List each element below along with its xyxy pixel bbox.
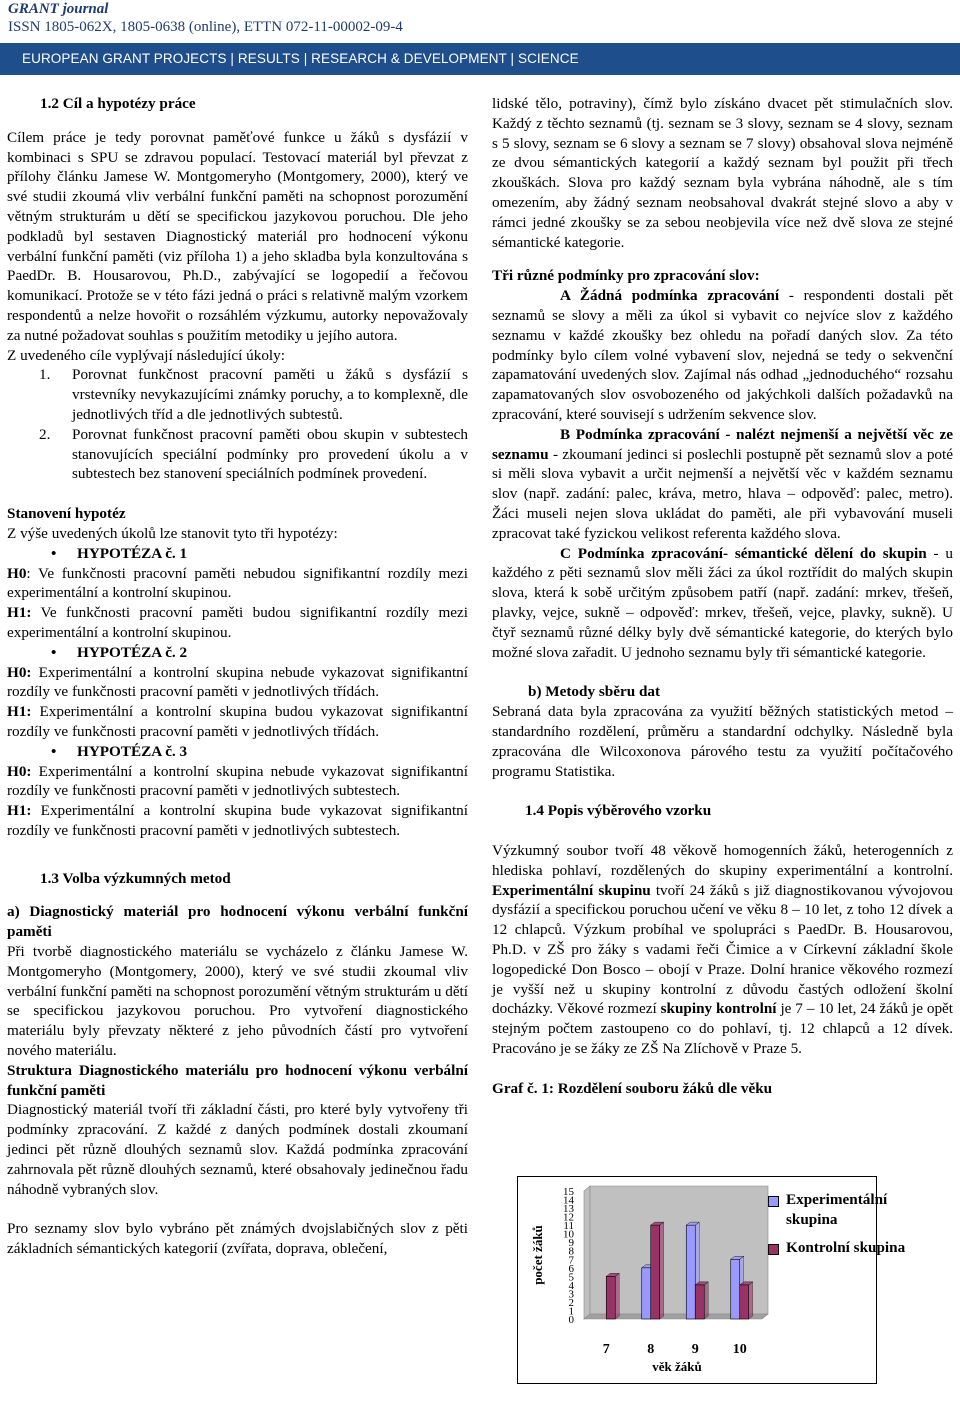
hypothesis-3-h0 xyxy=(7,762,468,802)
y-tick-label: 15 xyxy=(563,1186,574,1198)
bar-control-9 xyxy=(695,1285,704,1319)
condition-c xyxy=(492,544,953,663)
bullet: • xyxy=(51,643,57,661)
condition-b xyxy=(492,425,953,544)
subsection-a-heading: a) Diagnostický materiál pro hodnocení výkonu verbální funkční paměti xyxy=(7,903,468,941)
legend-swatch xyxy=(768,1244,779,1255)
h1-text: Ve funkčnosti pracovní paměti budou signifikantní rozdíly mezi experimentální a kontrolní skupinou. xyxy=(7,604,468,641)
experimental-group-label: Experimentální skupinu xyxy=(492,881,651,899)
bar-experimental-8 xyxy=(642,1268,651,1319)
legend-swatch xyxy=(768,1196,779,1207)
x-tick-label: 8 xyxy=(647,1342,655,1357)
x-tick-label: 10 xyxy=(732,1342,747,1357)
h0-text: Experimentální a kontrolní skupina nebude vykazovat signifikantní rozdíly ve funkčnosti pracovní paměti v jednotlivých subtestech. xyxy=(7,762,468,800)
section-1-3-title: 1.3 Volba výzkumných metod xyxy=(40,869,231,887)
task-number: 2. xyxy=(39,425,51,443)
h0-label: H0 xyxy=(7,564,27,582)
header-bar-text: EUROPEAN GRANT PROJECTS | RESULTS | RESEARCH & DEVELOPMENT | SCIENCE xyxy=(22,51,579,66)
bar-side xyxy=(615,1273,619,1319)
h0-text: Experimentální a kontrolní skupina nebude vykazovat signifikantní rozdíly ve funkčnosti pracovní paměti v jednotlivých třídách. xyxy=(7,663,468,701)
task-item-2 xyxy=(7,425,468,484)
hypothesis-2-title xyxy=(7,643,468,663)
task-text: Porovnat funkčnost pracovní paměti u žáků s dysfázií s vrstevníky nevykazujícími známky poruchy, a to komplexně, dle jednotlivých tříd a dle jednotlivých subtestů. xyxy=(72,366,468,423)
h0-label: H0: xyxy=(7,762,32,780)
journal-brand: GRANT journal xyxy=(8,1,109,17)
subsection-b-heading: b) Metody sběru dat xyxy=(528,683,661,701)
sample-text-2: tvoří 24 žáků s již diagnostikovanou vývojovou dysfázií a specifickou poruchou učení ve věku 8 – 10 let, z toho 12 dívek a 12 chlapců. Výzkum probíhal ve spolupráci s PaedDr. B. Housarovou, Ph.D. v ZŠ pro žáky s vadami řeči Čimice a v Církevní základní škole logopedické Don Bosco – obojí v Praze. Dolní hranice věkového rozmezí je vyšší než u skupiny kontrolní z důvodu častých odložení školní docházky. Věkové rozmezí xyxy=(492,881,953,1018)
hypothesis-label: HYPOTÉZA č. 3 xyxy=(77,742,188,760)
hypothesis-3-title xyxy=(7,742,468,762)
paragraph-goal: Cílem práce je tedy porovnat paměťové funkce u žáků s dysfázií v kombinaci s SPU se zdravou populací. Testovací materiál byl převzat z přílohy článku Jamese W. Montgomeryho (Montgomery, 2000), který ve své studii zkoumá vliv verbální funkční paměti na schopnost porozumění větným strukturám u dětí se specifickou jazykovou poruchou. Dle jeho podkladů byl sestaven Diagnostický materiál pro hodnocení výkonu verbální funkční paměti (viz příloha 1) a jeho skladba byla konzultována s PaedDr. B. Housarovou, Ph.D., zabývající se logopedií a řečovou komunikací. Protože se v této fázi jedná o práci s relativně malým vzorkem respondentů a nelze hovořit o rozsáhlém výzkumu, autorky nepovažovaly za nutné požadovat souhlas s použitím metodiky u jejího autora. xyxy=(7,128,468,344)
y-tick-label: 5 xyxy=(568,1271,574,1284)
y-tick-label: 8 xyxy=(568,1245,574,1258)
structure-heading: Struktura Diagnostického materiálu pro hodnocení výkonu verbální funkční paměti xyxy=(7,1061,468,1099)
y-tick-label: 0 xyxy=(568,1314,574,1326)
x-axis-label: věk žáků xyxy=(652,1359,702,1374)
h1-label: H1: xyxy=(7,802,32,820)
paragraph-lists-continued: lidské tělo, potraviny), čímž bylo získáno dvacet pět stimulačních slov. Každý z těchto seznamů (tj. seznam se 3 slovy, seznam se 4 slovy, seznam s 5 slovy, seznam se 6 slovy a seznam se 7 slovy) obsahoval slova nejméně ze dvou sémantických kategorií a každý seznam byl použit při třech zkouškách. Slova pro každý seznam byla vybrána náhodně, ale s tím omezením, aby žádný seznam neobsahoval dvakrát stejné slovo a aby v rámci jedné zkoušky se za sebou neobjevila více než dvě slova ze stejné sémantické kategorie. xyxy=(492,95,953,251)
hypothesis-2-h0 xyxy=(7,663,468,703)
x-tick-label: 9 xyxy=(691,1342,699,1357)
sample-text-1: Výzkumný soubor tvoří 48 věkově homogenních žáků, heterogenních z hlediska pohlaví, rozdělených do skupiny experimentální a kontrolní. xyxy=(492,842,953,879)
h0-text: : Ve funkčnosti pracovní paměti nebudou signifikantní rozdíly mezi experimentální a kontrolní skupinou. xyxy=(7,564,468,602)
y-tick-label: 1 xyxy=(568,1305,574,1318)
bar-experimental-10 xyxy=(731,1259,740,1319)
sample-description xyxy=(492,841,953,1059)
y-tick-label: 6 xyxy=(568,1262,574,1275)
chart-side-wall xyxy=(584,1186,590,1319)
chart-legend xyxy=(768,1190,908,1265)
structure-text: Diagnostický materiál tvoří tři základní části, pro které byly vytvořeny tři podmínky zpracování. Z každé z daných podmínek dostali zkoumaní jedinci pět různě dlouhých seznamů slov. Každá podmínka zpracování zahrnovala pět různě dlouhých seznamů, které obsahovaly jedinečnou řadu náhodně vybraných slov. xyxy=(7,1101,468,1198)
section-1-2-title: 1.2 Cíl a hypotézy práce xyxy=(40,95,196,112)
hypothesis-1-title xyxy=(7,544,468,564)
section-1-4-title: 1.4 Popis výběrového vzorku xyxy=(525,802,712,820)
h1-text: Experimentální a kontrolní skupina bude vykazovat signifikantní rozdíly ve funkčnosti pracovní paměti v jednotlivých subtestech. xyxy=(7,802,468,839)
h1-text: Experimentální a kontrolní skupina budou vykazovat signifikantní rozdíly ve funkčnosti pracovní paměti v jednotlivých třídách. xyxy=(7,703,468,740)
bar-control-10 xyxy=(740,1285,749,1319)
conditions-heading: Tři různé podmínky pro zpracování slov: xyxy=(492,267,760,285)
condition-a xyxy=(492,286,953,425)
hypothesis-label: HYPOTÉZA č. 1 xyxy=(77,544,188,562)
hypothesis-3-h1 xyxy=(7,801,468,841)
y-tick-label: 13 xyxy=(563,1203,574,1216)
hypothesis-2-h1 xyxy=(7,702,468,742)
bar-side xyxy=(749,1282,753,1319)
bar-control-8 xyxy=(651,1225,660,1319)
y-tick-label: 12 xyxy=(563,1211,574,1224)
legend-item-control xyxy=(768,1238,908,1258)
y-tick-label: 4 xyxy=(568,1279,574,1292)
hypothesis-label: HYPOTÉZA č. 2 xyxy=(77,643,188,661)
y-tick-label: 7 xyxy=(568,1254,574,1267)
y-tick-label: 11 xyxy=(563,1220,574,1233)
bar-side xyxy=(660,1222,664,1319)
bar-experimental-9 xyxy=(686,1225,695,1319)
control-group-label: skupiny kontrolní xyxy=(660,1000,777,1018)
word-lists-text: Pro seznamy slov bylo vybráno pět známých dvojslabičných slov z pěti základních sémantických kategorií (zvířata, doprava, oblečení, xyxy=(7,1220,468,1258)
hypotheses-heading: Stanovení hypotéz xyxy=(7,505,126,523)
paragraph-tasks-intro: Z uvedeného cíle vyplývají následující úkoly: xyxy=(7,346,285,364)
condition-c-text: - u každého z pěti seznamů slov měli žáci za úkol roztřídit do malých skupin slova, která k sobě určitým způsobem patří (např. zadání: mrkev, třešeň, plavky, vejce, sukně – odpověď: mrkev, třešeň, vejce, plavky, sukně). U čtyř seznamů různé délky byly dvě sémantické kategorie, do kterých bylo možné slova zařadit. U jednoho seznamu byly tři sémantické kategorie. xyxy=(492,544,953,661)
hypotheses-intro: Z výše uvedených úkolů lze stanovit tyto tři hypotézy: xyxy=(7,524,338,542)
condition-c-title: C Podmínka zpracování- sémantické dělení do skupin xyxy=(560,544,927,562)
y-tick-label: 14 xyxy=(563,1194,574,1207)
left-column xyxy=(7,94,468,1259)
header-bar xyxy=(0,43,960,75)
task-text: Porovnat funkčnost pracovní paměti obou skupin v subtestech stanovujících speciální podmínky pro provedení úkolu a v subtestech bez stanovení speciálních podmínek provedení. xyxy=(72,425,468,483)
graph-title: Graf č. 1: Rozdělení souboru žáků dle věku xyxy=(492,1079,773,1097)
hypothesis-1-h1 xyxy=(7,603,468,643)
h0-label: H0: xyxy=(7,663,32,681)
y-tick-label: 10 xyxy=(563,1228,574,1241)
legend-label: Experimentální skupina xyxy=(786,1191,888,1228)
h1-label: H1: xyxy=(7,604,32,622)
legend-item-experimental xyxy=(768,1190,908,1230)
condition-b-title: B Podmínka zpracování - nalézt nejmenší a největší věc ze seznamu xyxy=(492,425,953,463)
condition-b-text: - zkoumaní jedinci si poslechli postupně pět seznamů slov a poté si měli slova vybavit a určit nejmenší a největší věc v každém seznamu slov (např. zadání: palec, kráva, metro, hlava – odpověď: palec, metro). Žáci museli nejen slova ukládat do paměti, ale při vybavování museli zpracovat také fyzickou velikost referenta každého slova. xyxy=(492,445,953,542)
bullet: • xyxy=(51,544,57,562)
condition-a-text: - respondenti dostali pět seznamů se slovy a měli za úkol si vybavit co nejvíce slov z každého seznamu v každé zkoušky bez ohledu na pořadí daných slov. Za této podmínky bylo cílem volné vybavení slov, nejedná se tedy o sekvenční zapamatování uvedených slov. Zajímal nás odhad „jednoduchého“ rozsahu zapamatovaných slov osvobozeného od jakýchkoli dalších požadavků na zpracování, které souvisejí s udržením sekvence slov. xyxy=(492,287,953,423)
subsection-a-text: Při tvorbě diagnostického materiálu se vycházelo z článku Jamese W. Montgomeryho (Montgomery, 2000), který ve své studii zkoumal vliv verbální funkční paměti na schopnost porozumění větným strukturám u dětí se specifickou jazykovou poruchou. Pro vytvoření diagnostického materiálu byly převzaty některé z jeho původních částí pro vytvoření nového materiálu. xyxy=(7,943,469,1060)
subsection-b-text: Sebraná data byla zpracována za využití běžných statistických metod – standardního rozdělení, průměru a standardní odchylky. Následně byla zpracována dle Wilcoxonova párového testu za využití počítačového programu Statistika. xyxy=(492,703,953,780)
task-item-1 xyxy=(7,365,468,424)
sample-text-3: je 7 – 10 let, 24 žáků je opět stejným počtem zastoupeno co do pohlaví, tj. 12 chlapců a 12 dívek. Pracováno je se žáky ze ZŠ Na Zlíchově v Praze 5. xyxy=(492,1000,953,1058)
x-tick-label: 7 xyxy=(602,1342,610,1357)
task-number: 1. xyxy=(39,366,51,384)
hypothesis-1-h0 xyxy=(7,564,468,604)
y-axis-label: počet žáků xyxy=(530,1225,545,1285)
y-tick-label: 9 xyxy=(568,1237,574,1250)
bar-side xyxy=(704,1282,708,1319)
y-tick-label: 3 xyxy=(568,1288,574,1301)
right-column xyxy=(492,94,953,1099)
condition-a-title: A Žádná podmínka zpracování xyxy=(560,287,780,305)
bar-control-7 xyxy=(606,1276,615,1319)
y-tick-label: 2 xyxy=(568,1296,574,1309)
h1-label: H1: xyxy=(7,703,32,721)
bullet: • xyxy=(51,742,57,760)
legend-label: Kontrolní skupina xyxy=(786,1238,906,1256)
journal-issn: ISSN 1805-062X, 1805-0638 (online), ETTN 072-11-00002-09-4 xyxy=(8,19,403,35)
